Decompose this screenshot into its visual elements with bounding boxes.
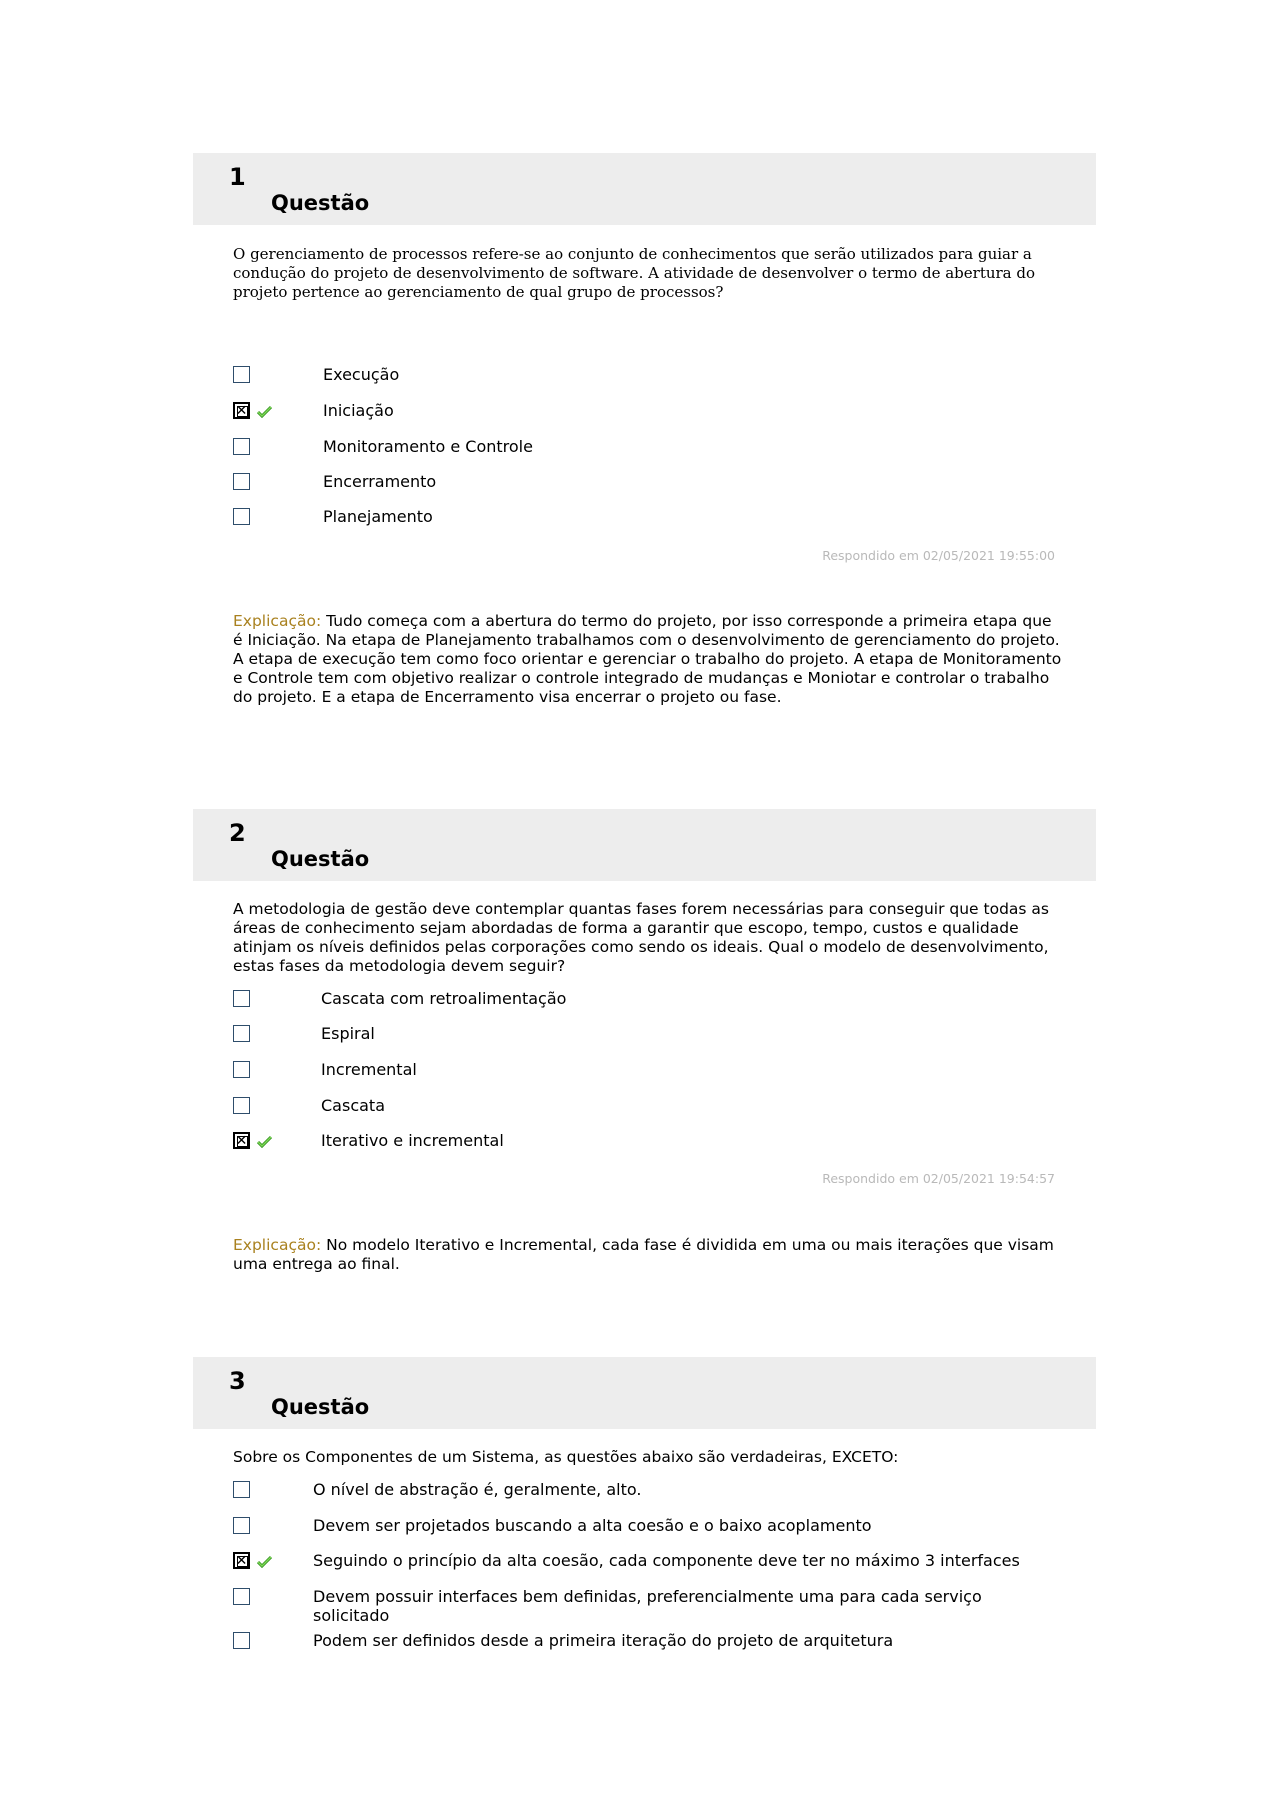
checkbox[interactable] [233,1025,250,1042]
question-3-prompt: Sobre os Componentes de um Sistema, as questões abaixo são verdadeiras, EXCETO: [233,1448,899,1466]
correct-check-icon [257,405,272,418]
option-label: Cascata com retroalimentação [321,989,567,1008]
x-mark-icon: ✕ [235,403,248,419]
x-mark-icon: ✕ [235,1553,248,1569]
option-label: Devem possuir interfaces bem definidas, preferencialmente uma para cada serviço solicitado [313,1587,982,1625]
question-number: 2 [229,819,246,847]
option-label: Incremental [321,1060,417,1079]
explanation-label: Explicação: [233,612,322,630]
question-1-prompt: O gerenciamento de processos refere-se ao conjunto de conhecimentos que serão utilizados para guiar a condução do projeto de desenvolvimento de software. A atividade de desenvolver o termo de abertura do projeto pertence ao gerenciamento de qual grupo de processos? [233,245,1036,301]
explanation-text: No modelo Iterativo e Incremental, cada fase é dividida em uma ou mais iterações que visam uma entrega ao final. [233,1236,1054,1273]
checkbox[interactable] [233,438,250,455]
option-label: Planejamento [323,507,433,526]
checkbox[interactable] [233,366,250,383]
question-1-explanation [233,612,1063,707]
option-label: Devem ser projetados buscando a alta coesão e o baixo acoplamento [313,1516,872,1535]
explanation-label: Explicação: [233,1236,322,1254]
question-2-header [193,809,1096,881]
explanation-text: Tudo começa com a abertura do termo do projeto, por isso corresponde a primeira etapa que é Iniciação. Na etapa de Planejamento trabalhamos com o desenvolvimento de gerenciamento do projeto. A etapa de execução tem como foco orientar e gerenciar o trabalho do projeto. A etapa de Monitoramento e Controle tem com objetivo realizar o controle integrado de mudanças e Moniotar e controlar o trabalho do projeto. E a etapa de Encerramento visa encerrar o projeto ou fase. [233,612,1062,706]
correct-check-icon [257,1555,272,1568]
checked-checkbox[interactable] [233,1552,250,1569]
option-label: Podem ser definidos desde a primeira iteração do projeto de arquitetura [313,1631,894,1650]
question-2-prompt: A metodologia de gestão deve contemplar quantas fases forem necessárias para conseguir que todas as áreas de conhecimento sejam abordadas de forma a garantir que escopo, tempo, custos e qualidade atinjam os níveis definidos pelas corporações como sendo os ideais. Qual o modelo de desenvolvimento, estas fases da metodologia devem seguir? [233,900,1049,975]
option-label: Cascata [321,1096,385,1115]
question-3-header [193,1357,1096,1429]
checkbox[interactable] [233,1517,250,1534]
question-2-explanation [233,1236,1063,1274]
option-label: Monitoramento e Controle [323,437,533,456]
checked-checkbox[interactable] [233,402,250,419]
checkbox[interactable] [233,1061,250,1078]
checkbox[interactable] [233,990,250,1007]
option-label: O nível de abstração é, geralmente, alto. [313,1480,642,1499]
option-label: Execução [323,365,400,384]
option-label: Encerramento [323,472,437,491]
question-1-header [193,153,1096,225]
correct-check-icon [257,1135,272,1148]
checkbox[interactable] [233,473,250,490]
checkbox[interactable] [233,1481,250,1498]
checkbox[interactable] [233,508,250,525]
answered-timestamp: Respondido em 02/05/2021 19:55:00 [822,548,1055,563]
option-label: Espiral [321,1024,375,1043]
question-number: 3 [229,1367,246,1395]
checkbox[interactable] [233,1632,250,1649]
question-title: Questão [271,847,370,871]
option-label: Seguindo o princípio da alta coesão, cada componente deve ter no máximo 3 interfaces [313,1551,1020,1570]
x-mark-icon: ✕ [235,1133,248,1149]
option-label: Iniciação [323,401,394,420]
option-label: Iterativo e incremental [321,1131,504,1150]
question-title: Questão [271,191,370,215]
checkbox[interactable] [233,1588,250,1605]
question-title: Questão [271,1395,370,1419]
question-number: 1 [229,163,246,191]
checked-checkbox[interactable] [233,1132,250,1149]
answered-timestamp: Respondido em 02/05/2021 19:54:57 [822,1171,1055,1186]
checkbox[interactable] [233,1097,250,1114]
